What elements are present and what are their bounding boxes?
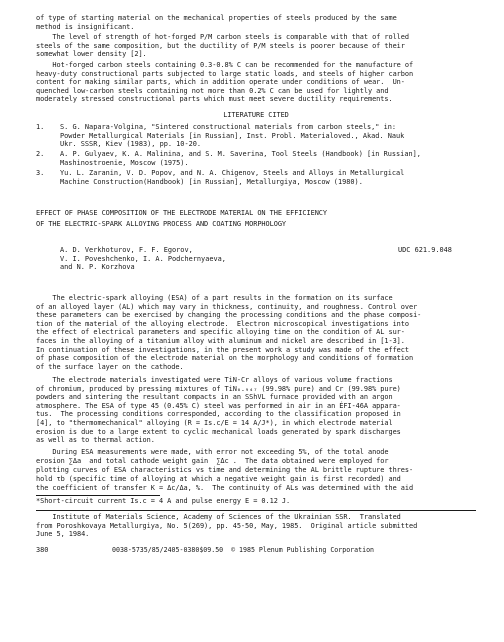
page-number: 380 — [36, 546, 49, 554]
paragraph-continuation: of type of starting material on the mechanical properties of steels produced by the same method is insignificant. — [36, 14, 397, 31]
paragraph-strength: The level of strength of hot-forged P/M carbon steels is comparable with that of rolled steels of the same composition, but the ductility of P/M steels is poorer because of their somewhat lower density [2]. — [36, 33, 409, 59]
reference-text: Yu. L. Zaranin, V. D. Popov, and N. A. Chigenov, Steels and Alloys in Metallurgical Machine Construction(Handbook) [in Russian], Metallurgiya, Moscow (1980). — [60, 169, 405, 186]
author-list: A. D. Verkhoturov, F. F. Egorov, V. I. Poveshchenko, I. A. Podchernyaeva, and N. P. Korzhova — [60, 246, 226, 272]
reference-text: S. G. Napara-Volgina, "Sintered constructional materials from carbon steels," in: Powder Metallurgical Materials [in Russian], Inst. Probl. Materialoved., Akad. Nauk Ukr. SSSR, Kiev (1983), pp. 10-20. — [60, 123, 405, 149]
paragraph-intro: The electric-spark alloying (ESA) of a part results in the formation on its surface of an alloyed layer (AL) which may vary in thickness, continuity, and roughness. Control over these parameters can be exercised by changing the processing conditions and the phase composi- tion of the material of the alloying electrode. Electron microscopical investigations into the effect of electrical parameters and specific alloying time on the condition of AL sur- faces in the alloying of a titanium alloy with aluminum and nickel are described in [1-3]. In continuation of these investigations, in the present work a study was made of the effect of phase composition of the electrode material on the morphology and conditions of formation of the surface layer on the cathode. — [36, 294, 422, 371]
udc-code: UDC 621.9.048 — [398, 246, 452, 254]
footnote: *Short-circuit current Is.c = 4 A and pulse energy E = 0.12 J. — [36, 497, 291, 505]
institution-note: Institute of Materials Science, Academy of Sciences of the Ukrainian SSR. Translated from Poroshkovaya Metallurgiya, No. 5(269), pp. 45-50, May, 1985. Original article submitted June 5, 1984. — [36, 513, 418, 539]
literature-heading: LITERATURE CITED — [223, 111, 289, 119]
reference-number: 2. — [36, 150, 45, 158]
paragraph-measurements: During ESA measurements were made, with error not exceeding 5%, of the total anode erosion ∑Δa and total cathode weight gain ∑Δc . The data obtained were employed for plotting curves of ESA characteristics vs time and determining the AL brittle rupture thres- hold τb (specific time of alloying at which a negative weight gain is first recorded) and the coefficient of transfer K = Δc/Δa, %. The continuity of ALs was determined with the aid — [36, 448, 414, 492]
paragraph-materials: The electrode materials investigated were TiN-Cr alloys of various volume fractions of chromium, produced by pressing mixtures of TiN₀.₉₄₇ (99.98% pure) and Cr (99.98% pure) powders and sintering the resultant compacts in an SShVL furnace provided with an argon atmosphere. The ESA of type 45 (0.45% C) steel was performed in air in an ÉFI-46A appara- tus. The processing conditions corresponded, according to the classification proposed in [4], to "thermomechanical" alloying (R = Is.c/E = 14 A/J*), in which electrode material erosion is due to a large extent to cyclic mechanical loads generated by spark discharges as well as to thermal action. — [36, 376, 401, 445]
footnote-rule — [36, 495, 160, 496]
reference-number: 1. — [36, 123, 45, 131]
reference-number: 3. — [36, 169, 45, 177]
paragraph-recommendation: Hot-forged carbon steels containing 0.3-0.8% C can be recommended for the manufacture of heavy-duty constructional parts subjected to large static loads, and steels of higher carbon content for making similar parts, which in addition operate under conditions of wear. Un- quenched low-carbon steels containing not more than 0.2% C can be used for lightly and moderately stressed constructional parts which must meet severe ductility requirements. — [36, 61, 414, 104]
article-title: EFFECT OF PHASE COMPOSITION OF THE ELECTRODE MATERIAL ON THE EFFICIENCY OF THE ELECTRIC-SPARK ALLOYING PROCESS AND COATING MORPHOLOGY — [36, 209, 327, 228]
reference-text: A. P. Gulyaev, K. A. Malinina, and S. M. Saverina, Tool Steels (Handbook) [in Russian], Mashinostroenie, Moscow (1975). — [60, 150, 421, 167]
copyright-line: 0038-5735/85/2405-0380$09.50 © 1985 Plenum Publishing Corporation — [112, 546, 375, 554]
institution-rule — [36, 510, 476, 511]
